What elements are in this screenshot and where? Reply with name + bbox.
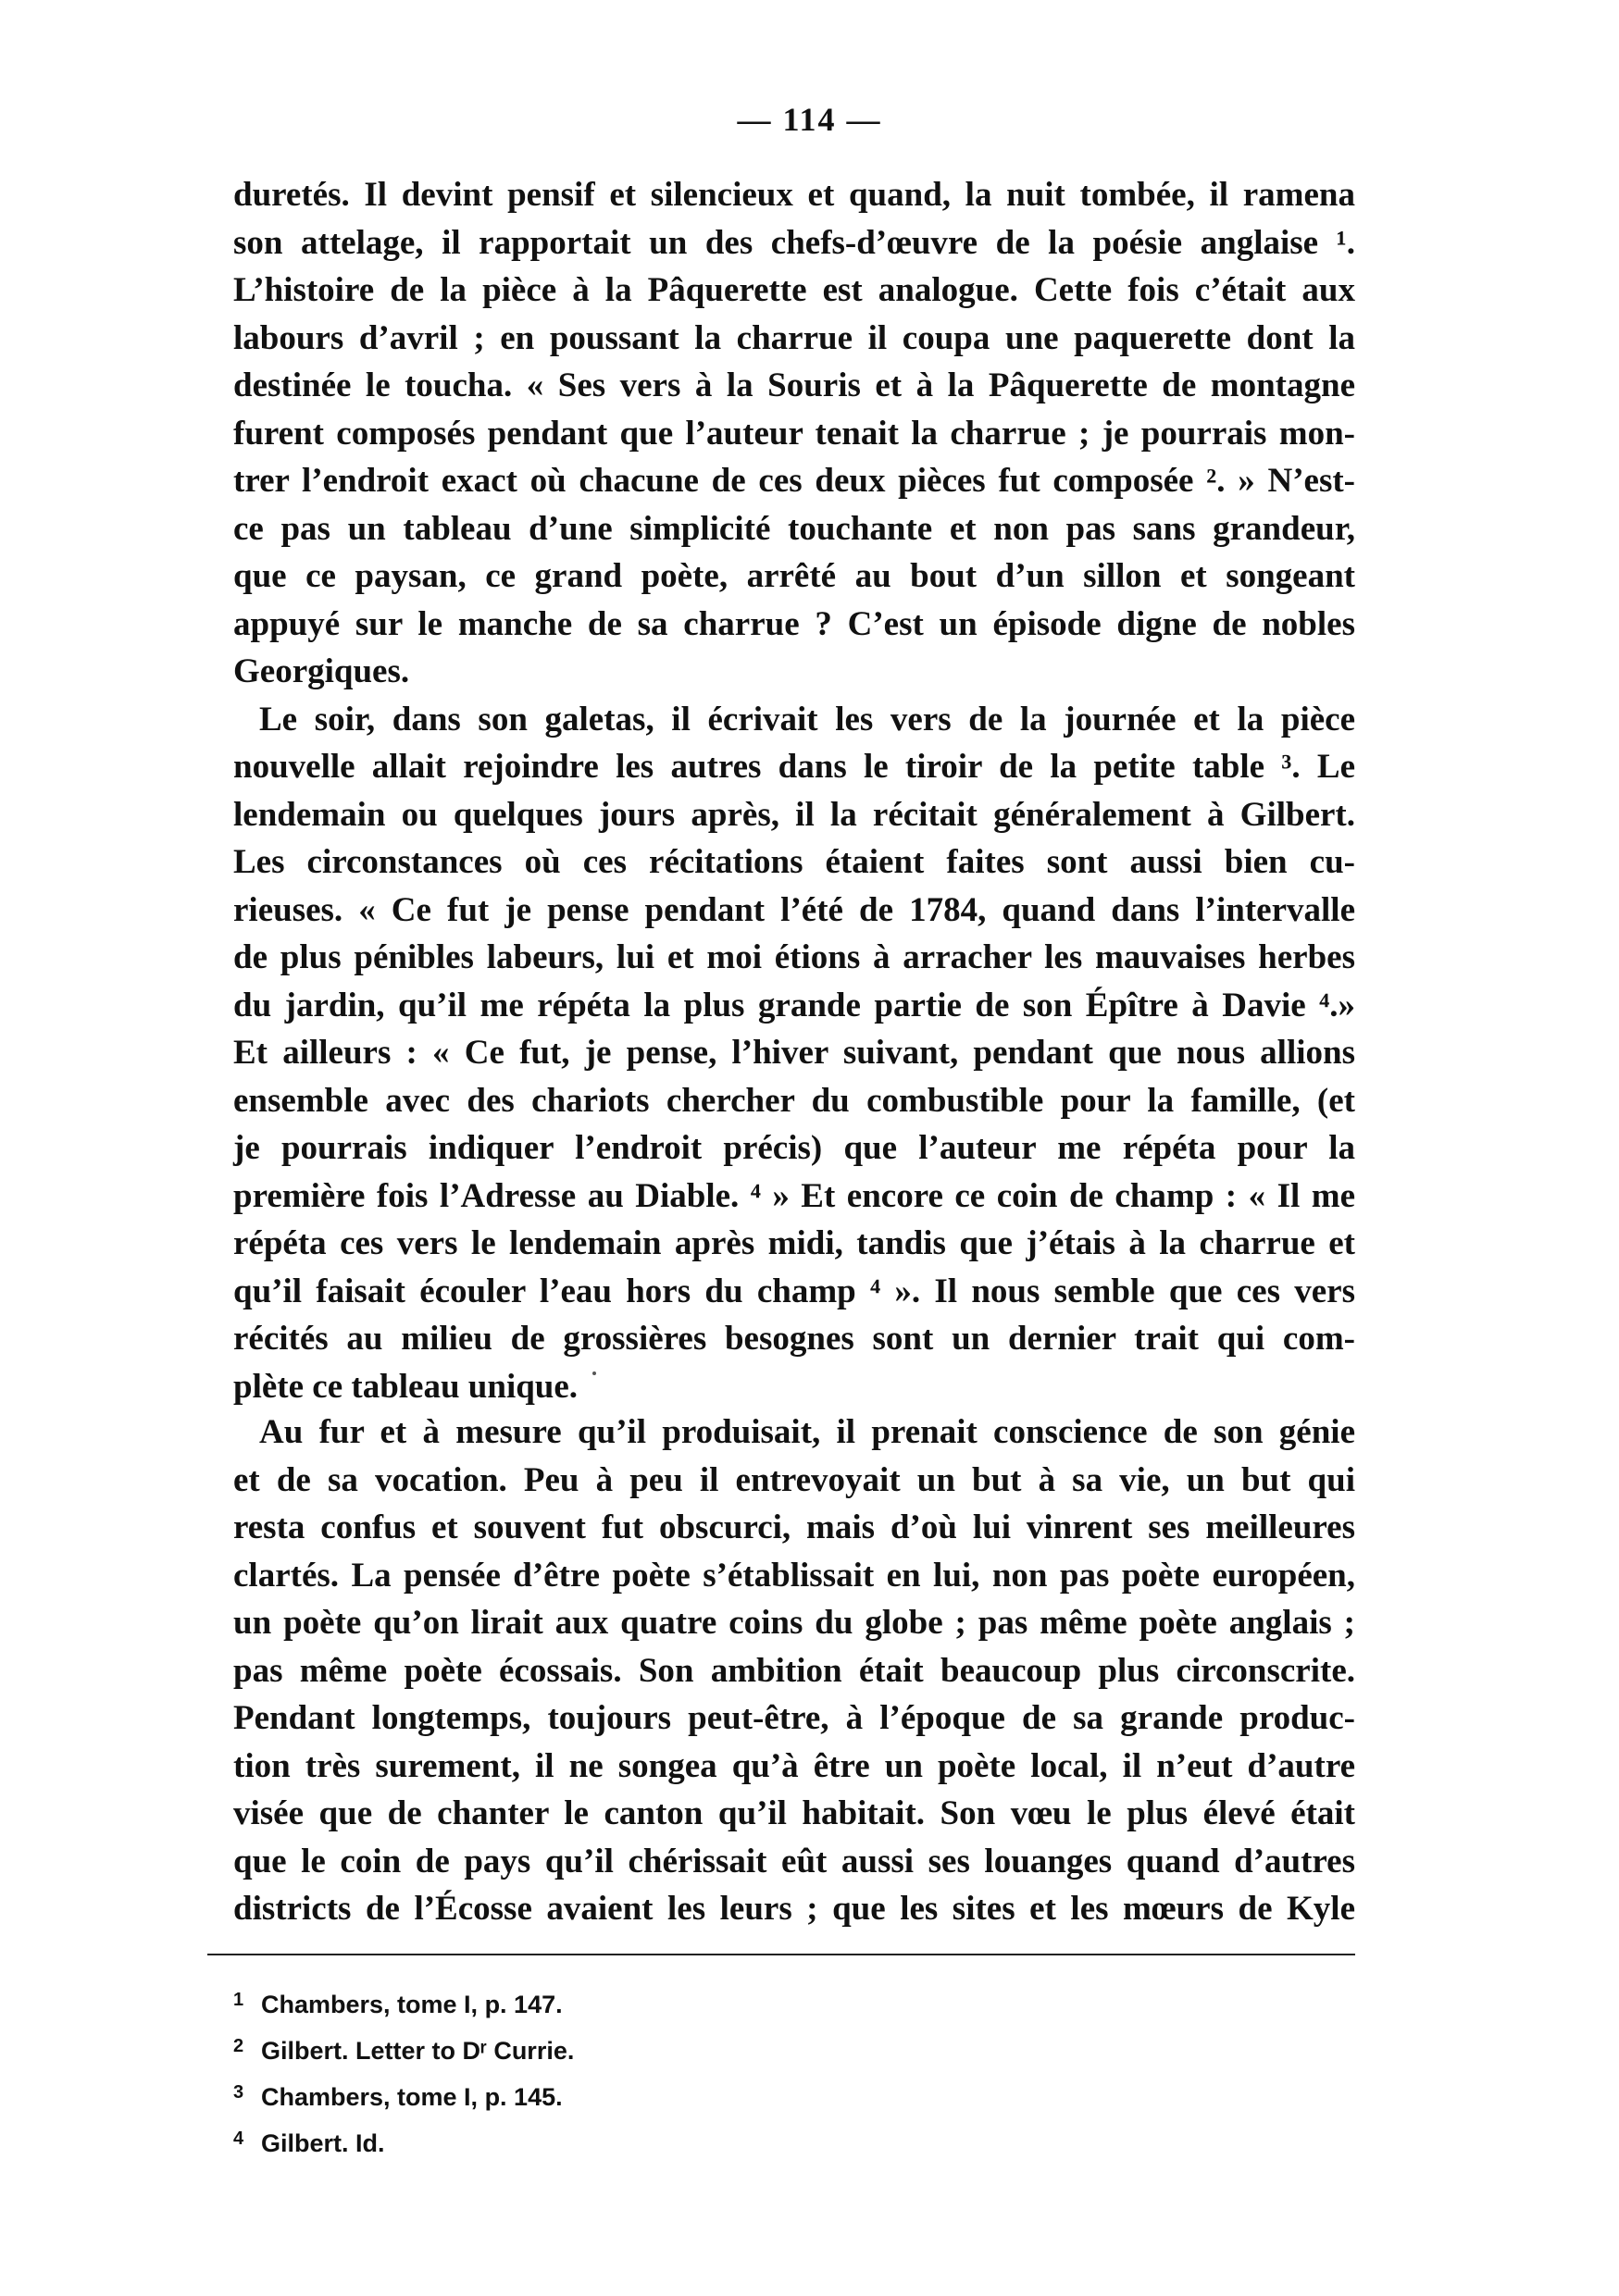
text-line: que ce paysan, ce grand poète, arrêté au bout d’un sillon et songeant	[233, 557, 1355, 595]
footnote-text: Gilbert. Id.	[261, 2129, 385, 2157]
text-line: lendemain ou quelques jours après, il la récitait généralement à Gilbert.	[233, 795, 1355, 834]
footnote-text: Gilbert. Letter to Dʳ Currie.	[261, 2037, 575, 2065]
text-line: trer l’endroit exact où chacune de ces deux pièces fut composée ². » N’est-	[233, 462, 1355, 500]
text-line: et de sa vocation. Peu à peu il entrevoyait un but à sa vie, un but qui	[233, 1460, 1355, 1499]
text-line: visée que de chanter le canton qu’il habitait. Son vœu le plus élevé était	[233, 1794, 1355, 1832]
text-line: duretés. Il devint pensif et silencieux et quand, la nuit tombée, il ramena	[233, 176, 1355, 214]
text-line: destinée le toucha. « Ses vers à la Souris et à la Pâquerette de montagne	[233, 366, 1355, 404]
text-line: Au fur et à mesure qu’il produisait, il prenait conscience de son génie	[259, 1413, 1355, 1451]
section-break-dot	[592, 1371, 596, 1375]
text-line: que le coin de pays qu’il chérissait eût aussi ses louanges quand d’autres	[233, 1842, 1355, 1880]
text-line: L’histoire de la pièce à la Pâquerette est analogue. Cette fois c’était aux	[233, 271, 1355, 309]
text-line: districts de l’Écosse avaient les leurs ; que les sites et les mœurs de Kyle	[233, 1890, 1355, 1928]
text-line: première fois l’Adresse au Diable. ⁴ » Et encore ce coin de champ : « Il me	[233, 1176, 1355, 1215]
text-line: furent composés pendant que l’auteur tenait la charrue ; je pourrais mon-	[233, 414, 1355, 453]
text-line: ce pas un tableau d’une simplicité touchante et non pas sans grandeur,	[233, 509, 1355, 548]
text-line: rieuses. « Ce fut je pense pendant l’été de 1784, quand dans l’intervalle	[233, 890, 1355, 929]
text-line: nouvelle allait rejoindre les autres dans le tiroir de la petite table ³. Le	[233, 748, 1355, 786]
text-line: ensemble avec des chariots chercher du combustible pour la famille, (et	[233, 1081, 1355, 1120]
text-line: Les circonstances où ces récitations étaient faites sont aussi bien cu-	[233, 843, 1355, 881]
text-line: appuyé sur le manche de sa charrue ? C’est un épisode digne de nobles	[233, 604, 1355, 643]
text-line: du jardin, qu’il me répéta la plus grande partie de son Épître à Davie ⁴.»	[233, 986, 1355, 1024]
text-line: un poète qu’on lirait aux quatre coins du globe ; pas même poète anglais ;	[233, 1604, 1355, 1642]
main-text-lower	[233, 1409, 1355, 1933]
text-line: resta confus et souvent fut obscurci, mais d’où lui vinrent ses meilleures	[233, 1508, 1355, 1546]
footnote-mark: 2	[233, 2036, 244, 2056]
page-number: — 114 —	[737, 101, 882, 138]
text-line: Georgiques.	[233, 652, 410, 690]
text-line: clartés. La pensée d’être poète s’établissait en lui, non pas poète européen,	[233, 1556, 1355, 1595]
text-line: pas même poète écossais. Son ambition était beaucoup plus circonscrite.	[233, 1651, 1355, 1690]
footnote-text: Chambers, tome I, p. 145.	[261, 2083, 563, 2111]
text-line: qu’il faisait écouler l’eau hors du champ ⁴ ». Il nous semble que ces vers	[233, 1272, 1355, 1310]
paragraph-3	[233, 1409, 1355, 1933]
footnote-mark: 4	[233, 2128, 244, 2149]
footnotes	[233, 1980, 1252, 2165]
text-line: plète ce tableau unique.	[233, 1367, 579, 1406]
footnote-4	[233, 2118, 1252, 2165]
text-line: Pendant longtemps, toujours peut-être, à l’époque de sa grande produc-	[233, 1699, 1355, 1737]
text-line: je pourrais indiquer l’endroit précis) que l’auteur me répéta pour la	[233, 1129, 1355, 1167]
paragraph-2	[233, 696, 1355, 1411]
main-text-upper	[233, 171, 1355, 1410]
text-line: Et ailleurs : « Ce fut, je pense, l’hiver suivant, pendant que nous allions	[233, 1034, 1355, 1072]
text-line: de plus pénibles labeurs, lui et moi étions à arracher les mauvaises herbes	[233, 938, 1355, 976]
text-line: tion très surement, il ne songea qu’à être un poète local, il n’eut d’autre	[233, 1746, 1355, 1785]
text-line: son attelage, il rapportait un des chefs-d’œuvre de la poésie anglaise ¹.	[233, 223, 1355, 262]
footnote-3	[233, 2072, 1252, 2118]
footnote-text: Chambers, tome I, p. 147.	[261, 1991, 563, 2018]
text-line: répéta ces vers le lendemain après midi, tandis que j’étais à la charrue et	[233, 1224, 1355, 1262]
text-line: Le soir, dans son galetas, il écrivait les vers de la journée et la pièce	[259, 700, 1355, 738]
footnote-1	[233, 1980, 1252, 2026]
footnote-2	[233, 2026, 1252, 2072]
footnote-mark: 1	[233, 1990, 244, 2010]
text-line: récités au milieu de grossières besognes sont un dernier trait qui com-	[233, 1320, 1355, 1358]
footnote-divider	[207, 1954, 1355, 1955]
text-line: labours d’avril ; en poussant la charrue il coupa une paquerette dont la	[233, 318, 1355, 357]
footnote-mark: 3	[233, 2082, 244, 2103]
paragraph-1	[233, 171, 1355, 696]
